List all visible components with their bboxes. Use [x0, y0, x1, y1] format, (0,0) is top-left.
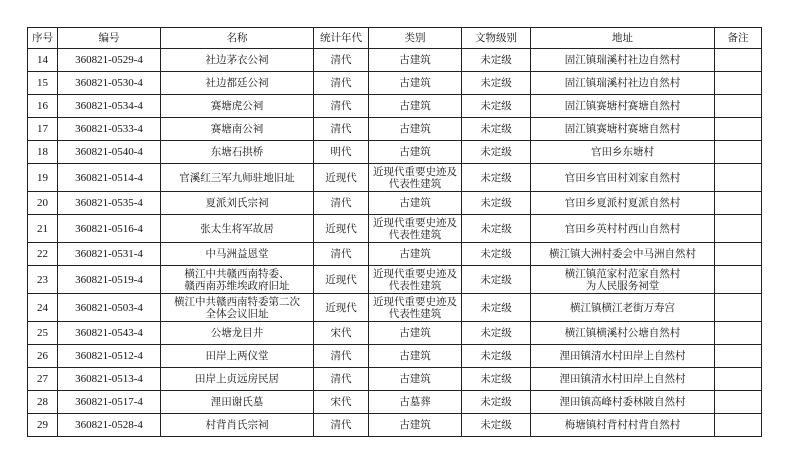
cell-name — [161, 294, 314, 322]
cell-address-text: 梅塘镇村背村村背自然村 — [564, 419, 681, 431]
cell-seq-text: 23 — [37, 273, 48, 286]
cell-code-text: 360821-0543-4 — [75, 327, 143, 339]
cell-address — [531, 243, 715, 266]
cell-address — [531, 391, 715, 414]
table-row — [28, 141, 762, 164]
cell-level — [462, 164, 531, 192]
cell-level-text: 未定级 — [480, 123, 512, 135]
cell-address — [531, 72, 715, 95]
cell-category-text: 近现代重要史迹及 代表性建筑 — [373, 165, 457, 190]
cell-code — [58, 72, 161, 95]
cell-category — [369, 368, 462, 391]
cell-address-text: 横江镇横溪村公塘自然村 — [564, 327, 681, 339]
cell-code-text: 360821-0529-4 — [75, 54, 143, 66]
cell-era — [314, 72, 369, 95]
cell-era — [314, 345, 369, 368]
header-remark: 备注 — [715, 28, 762, 49]
cell-level-text: 未定级 — [480, 373, 512, 385]
cell-level — [462, 141, 531, 164]
cell-seq-text: 26 — [37, 350, 48, 362]
cell-name — [161, 192, 314, 215]
cell-seq — [28, 345, 58, 368]
cell-address-text: 横江镇横江老街万寿宫 — [570, 301, 675, 314]
cell-name — [161, 266, 314, 294]
cell-address-text: 横江镇范家村范家自然村 为人民服务祠堂 — [564, 267, 681, 292]
cell-address — [531, 294, 715, 322]
cell-name — [161, 243, 314, 266]
cell-level-text: 未定级 — [480, 171, 512, 184]
cell-seq-text: 19 — [37, 171, 48, 184]
cell-remark — [715, 49, 762, 72]
cell-name-text: 浬田谢氏墓 — [210, 396, 264, 408]
cell-category — [369, 164, 462, 192]
cell-name-text: 中马洲益恩堂 — [205, 248, 269, 260]
cell-address — [531, 414, 715, 437]
cell-address-text: 官田乡东塘村 — [591, 146, 654, 158]
cell-era — [314, 266, 369, 294]
table-row — [28, 322, 762, 345]
cell-code — [58, 95, 161, 118]
cell-era — [314, 49, 369, 72]
cell-category-text: 古建筑 — [399, 197, 431, 209]
cell-name-text: 田岸上两仪堂 — [205, 350, 269, 362]
cell-address-text: 固江镇瑞溪村社边自然村 — [564, 77, 681, 89]
cell-code-text: 360821-0517-4 — [75, 396, 143, 408]
cell-address — [531, 192, 715, 215]
cell-code — [58, 192, 161, 215]
cell-address — [531, 164, 715, 192]
cell-seq-text: 25 — [37, 327, 48, 339]
cell-remark — [715, 141, 762, 164]
cell-code — [58, 266, 161, 294]
cell-seq-text: 20 — [37, 197, 48, 209]
table-row — [28, 215, 762, 243]
cell-seq — [28, 322, 58, 345]
cell-address-text: 官田乡官田村刘家自然村 — [564, 171, 681, 184]
cell-code-text: 360821-0530-4 — [75, 77, 143, 89]
heritage-table — [27, 27, 762, 437]
cell-category-text: 古墓葬 — [399, 396, 431, 408]
cell-seq — [28, 141, 58, 164]
cell-era — [314, 414, 369, 437]
cell-era — [314, 141, 369, 164]
cell-name-text: 官溪红三军九师驻地旧址 — [179, 171, 295, 184]
cell-name-text: 村背肖氏宗祠 — [205, 419, 269, 431]
cell-category — [369, 266, 462, 294]
cell-name — [161, 345, 314, 368]
cell-address — [531, 368, 715, 391]
cell-seq-text: 27 — [37, 373, 48, 385]
cell-remark — [715, 164, 762, 192]
cell-level-text: 未定级 — [480, 77, 512, 89]
cell-category-text: 古建筑 — [399, 54, 431, 66]
cell-era-text: 近现代 — [325, 301, 357, 314]
cell-seq — [28, 368, 58, 391]
table-row — [28, 95, 762, 118]
header-seq: 序号 — [28, 28, 58, 49]
cell-code-text: 360821-0534-4 — [75, 100, 143, 112]
cell-address — [531, 49, 715, 72]
cell-category-text: 近现代重要史迹及 代表性建筑 — [373, 295, 457, 320]
table-row — [28, 391, 762, 414]
cell-category-text: 古建筑 — [399, 77, 431, 89]
cell-era-text: 近现代 — [325, 171, 357, 184]
cell-name-text: 夏派刘氏宗祠 — [205, 197, 269, 209]
cell-code — [58, 49, 161, 72]
cell-era-text: 宋代 — [330, 327, 352, 339]
cell-seq — [28, 164, 58, 192]
cell-seq-text: 21 — [37, 222, 48, 235]
cell-seq — [28, 72, 58, 95]
cell-code-text: 360821-0512-4 — [75, 350, 143, 362]
table-row — [28, 414, 762, 437]
cell-address — [531, 95, 715, 118]
cell-name-text: 赛塘南公祠 — [210, 123, 264, 135]
cell-remark — [715, 391, 762, 414]
cell-seq-text: 28 — [37, 396, 48, 408]
cell-era-text: 清代 — [330, 100, 352, 112]
header-address: 地址 — [531, 28, 715, 49]
cell-code — [58, 391, 161, 414]
cell-remark — [715, 192, 762, 215]
cell-name-text: 公塘龙目井 — [210, 327, 264, 339]
cell-level-text: 未定级 — [480, 197, 512, 209]
cell-era-text: 清代 — [330, 54, 352, 66]
cell-code-text: 360821-0531-4 — [75, 248, 143, 260]
table-row — [28, 192, 762, 215]
cell-code — [58, 141, 161, 164]
cell-address — [531, 118, 715, 141]
cell-seq-text: 15 — [37, 77, 48, 89]
cell-remark — [715, 266, 762, 294]
cell-address — [531, 322, 715, 345]
cell-code-text: 360821-0533-4 — [75, 123, 143, 135]
cell-category-text: 近现代重要史迹及 代表性建筑 — [373, 267, 457, 292]
cell-level-text: 未定级 — [480, 222, 512, 235]
cell-remark — [715, 322, 762, 345]
cell-name — [161, 414, 314, 437]
cell-level — [462, 322, 531, 345]
header-name: 名称 — [161, 28, 314, 49]
cell-category-text: 古建筑 — [399, 373, 431, 385]
cell-name — [161, 322, 314, 345]
cell-category — [369, 345, 462, 368]
cell-level — [462, 243, 531, 266]
cell-level — [462, 345, 531, 368]
cell-seq — [28, 294, 58, 322]
cell-code — [58, 368, 161, 391]
cell-category-text: 古建筑 — [399, 248, 431, 260]
cell-seq — [28, 118, 58, 141]
cell-era-text: 清代 — [330, 248, 352, 260]
cell-category-text: 古建筑 — [399, 146, 431, 158]
cell-level — [462, 118, 531, 141]
cell-category-text: 古建筑 — [399, 100, 431, 112]
cell-address-text: 浬田镇清水村田岸上自然村 — [559, 373, 686, 385]
cell-code-text: 360821-0540-4 — [75, 146, 143, 158]
cell-name-text: 张太生将军故居 — [200, 222, 274, 235]
cell-era — [314, 164, 369, 192]
cell-era-text: 清代 — [330, 197, 352, 209]
cell-era-text: 清代 — [330, 77, 352, 89]
cell-category — [369, 322, 462, 345]
cell-category-text: 古建筑 — [399, 327, 431, 339]
cell-era — [314, 368, 369, 391]
cell-seq-text: 16 — [37, 100, 48, 112]
cell-remark — [715, 243, 762, 266]
cell-name-text: 横江中共赣西南特委、 赣西南苏维埃政府旧址 — [184, 267, 290, 292]
cell-name-text: 田岸上贞远房民居 — [195, 373, 279, 385]
cell-remark — [715, 294, 762, 322]
cell-name — [161, 72, 314, 95]
cell-code — [58, 243, 161, 266]
cell-level-text: 未定级 — [480, 301, 512, 314]
cell-name — [161, 164, 314, 192]
cell-level — [462, 414, 531, 437]
cell-remark — [715, 95, 762, 118]
cell-name-text: 东塘石拱桥 — [210, 146, 264, 158]
cell-level — [462, 266, 531, 294]
cell-address-text: 固江镇赛塘村赛塘自然村 — [564, 123, 681, 135]
table-row — [28, 164, 762, 192]
cell-era — [314, 192, 369, 215]
cell-category-text: 近现代重要史迹及 代表性建筑 — [373, 216, 457, 241]
header-level: 文物级别 — [462, 28, 531, 49]
cell-level-text: 未定级 — [480, 419, 512, 431]
cell-name — [161, 368, 314, 391]
cell-level — [462, 368, 531, 391]
cell-seq-text: 22 — [37, 248, 48, 260]
cell-code — [58, 414, 161, 437]
table-row — [28, 118, 762, 141]
cell-era-text: 清代 — [330, 123, 352, 135]
cell-name — [161, 215, 314, 243]
cell-level — [462, 95, 531, 118]
cell-level — [462, 391, 531, 414]
cell-address-text: 浬田镇清水村田岸上自然村 — [559, 350, 686, 362]
cell-address — [531, 266, 715, 294]
cell-code — [58, 164, 161, 192]
table-row — [28, 49, 762, 72]
cell-level — [462, 294, 531, 322]
cell-code-text: 360821-0535-4 — [75, 197, 143, 209]
cell-address-text: 固江镇瑞溪村社边自然村 — [564, 54, 681, 66]
cell-address-text: 浬田镇高峰村委林陂自然村 — [559, 396, 686, 408]
cell-era — [314, 294, 369, 322]
cell-category-text: 古建筑 — [399, 350, 431, 362]
cell-seq-text: 17 — [37, 123, 48, 135]
table-row — [28, 368, 762, 391]
cell-level-text: 未定级 — [480, 396, 512, 408]
cell-seq — [28, 95, 58, 118]
table-row — [28, 243, 762, 266]
cell-address-text: 横江镇大洲村委会中马洲自然村 — [549, 248, 696, 260]
cell-code — [58, 345, 161, 368]
table-body — [28, 49, 762, 437]
cell-name — [161, 95, 314, 118]
cell-level-text: 未定级 — [480, 146, 512, 158]
cell-era — [314, 215, 369, 243]
cell-address — [531, 141, 715, 164]
cell-category — [369, 118, 462, 141]
cell-address-text: 官田乡夏派村夏派自然村 — [564, 197, 681, 209]
cell-name-text: 横江中共赣西南特委第二次 全体会议旧址 — [174, 295, 300, 320]
cell-remark — [715, 414, 762, 437]
cell-category — [369, 192, 462, 215]
cell-level-text: 未定级 — [480, 327, 512, 339]
table-row — [28, 72, 762, 95]
cell-level-text: 未定级 — [480, 100, 512, 112]
cell-era — [314, 243, 369, 266]
cell-era — [314, 391, 369, 414]
cell-address-text: 固江镇赛塘村赛塘自然村 — [564, 100, 681, 112]
cell-seq — [28, 391, 58, 414]
cell-level-text: 未定级 — [480, 273, 512, 286]
cell-seq — [28, 49, 58, 72]
cell-seq — [28, 414, 58, 437]
cell-era — [314, 322, 369, 345]
header-code: 编号 — [58, 28, 161, 49]
cell-era-text: 清代 — [330, 373, 352, 385]
cell-category — [369, 243, 462, 266]
cell-remark — [715, 215, 762, 243]
cell-category — [369, 294, 462, 322]
table-row — [28, 294, 762, 322]
table-header — [28, 28, 762, 49]
cell-era-text: 清代 — [330, 419, 352, 431]
cell-level — [462, 49, 531, 72]
cell-name-text: 社边都廷公祠 — [205, 77, 269, 89]
cell-name-text: 赛塘虎公祠 — [210, 100, 264, 112]
cell-level — [462, 192, 531, 215]
cell-era — [314, 95, 369, 118]
cell-seq — [28, 266, 58, 294]
cell-name — [161, 391, 314, 414]
header-category: 类别 — [369, 28, 462, 49]
cell-remark — [715, 118, 762, 141]
cell-category — [369, 141, 462, 164]
cell-seq — [28, 192, 58, 215]
cell-category — [369, 391, 462, 414]
cell-code-text: 360821-0528-4 — [75, 419, 143, 431]
cell-code — [58, 215, 161, 243]
cell-address — [531, 215, 715, 243]
cell-era-text: 清代 — [330, 350, 352, 362]
cell-code-text: 360821-0503-4 — [75, 301, 143, 314]
cell-remark — [715, 72, 762, 95]
cell-code — [58, 294, 161, 322]
cell-seq-text: 24 — [37, 301, 48, 314]
cell-level — [462, 72, 531, 95]
cell-seq-text: 18 — [37, 146, 48, 158]
cell-code — [58, 118, 161, 141]
cell-name-text: 社边茅衣公祠 — [205, 54, 269, 66]
cell-level-text: 未定级 — [480, 54, 512, 66]
cell-era-text: 近现代 — [325, 222, 357, 235]
cell-level-text: 未定级 — [480, 248, 512, 260]
cell-era-text: 宋代 — [330, 396, 352, 408]
cell-name — [161, 141, 314, 164]
cell-code-text: 360821-0516-4 — [75, 222, 143, 235]
cell-code-text: 360821-0513-4 — [75, 373, 143, 385]
cell-seq — [28, 215, 58, 243]
cell-address-text: 官田乡英村村西山自然村 — [564, 222, 681, 235]
cell-remark — [715, 368, 762, 391]
cell-seq — [28, 243, 58, 266]
table-row — [28, 345, 762, 368]
cell-category — [369, 72, 462, 95]
cell-address — [531, 345, 715, 368]
cell-era — [314, 118, 369, 141]
cell-era-text: 近现代 — [325, 273, 357, 286]
cell-category-text: 古建筑 — [399, 419, 431, 431]
cell-category — [369, 95, 462, 118]
cell-level-text: 未定级 — [480, 350, 512, 362]
cell-name — [161, 49, 314, 72]
cell-code-text: 360821-0514-4 — [75, 171, 143, 184]
cell-code-text: 360821-0519-4 — [75, 273, 143, 286]
cell-seq-text: 14 — [37, 54, 48, 66]
cell-code — [58, 322, 161, 345]
cell-category-text: 古建筑 — [399, 123, 431, 135]
cell-seq-text: 29 — [37, 419, 48, 431]
cell-era-text: 明代 — [330, 146, 352, 158]
table-row — [28, 266, 762, 294]
header-era: 统计年代 — [314, 28, 369, 49]
cell-name — [161, 118, 314, 141]
cell-remark — [715, 345, 762, 368]
cell-category — [369, 414, 462, 437]
cell-category — [369, 49, 462, 72]
cell-category — [369, 215, 462, 243]
cell-level — [462, 215, 531, 243]
